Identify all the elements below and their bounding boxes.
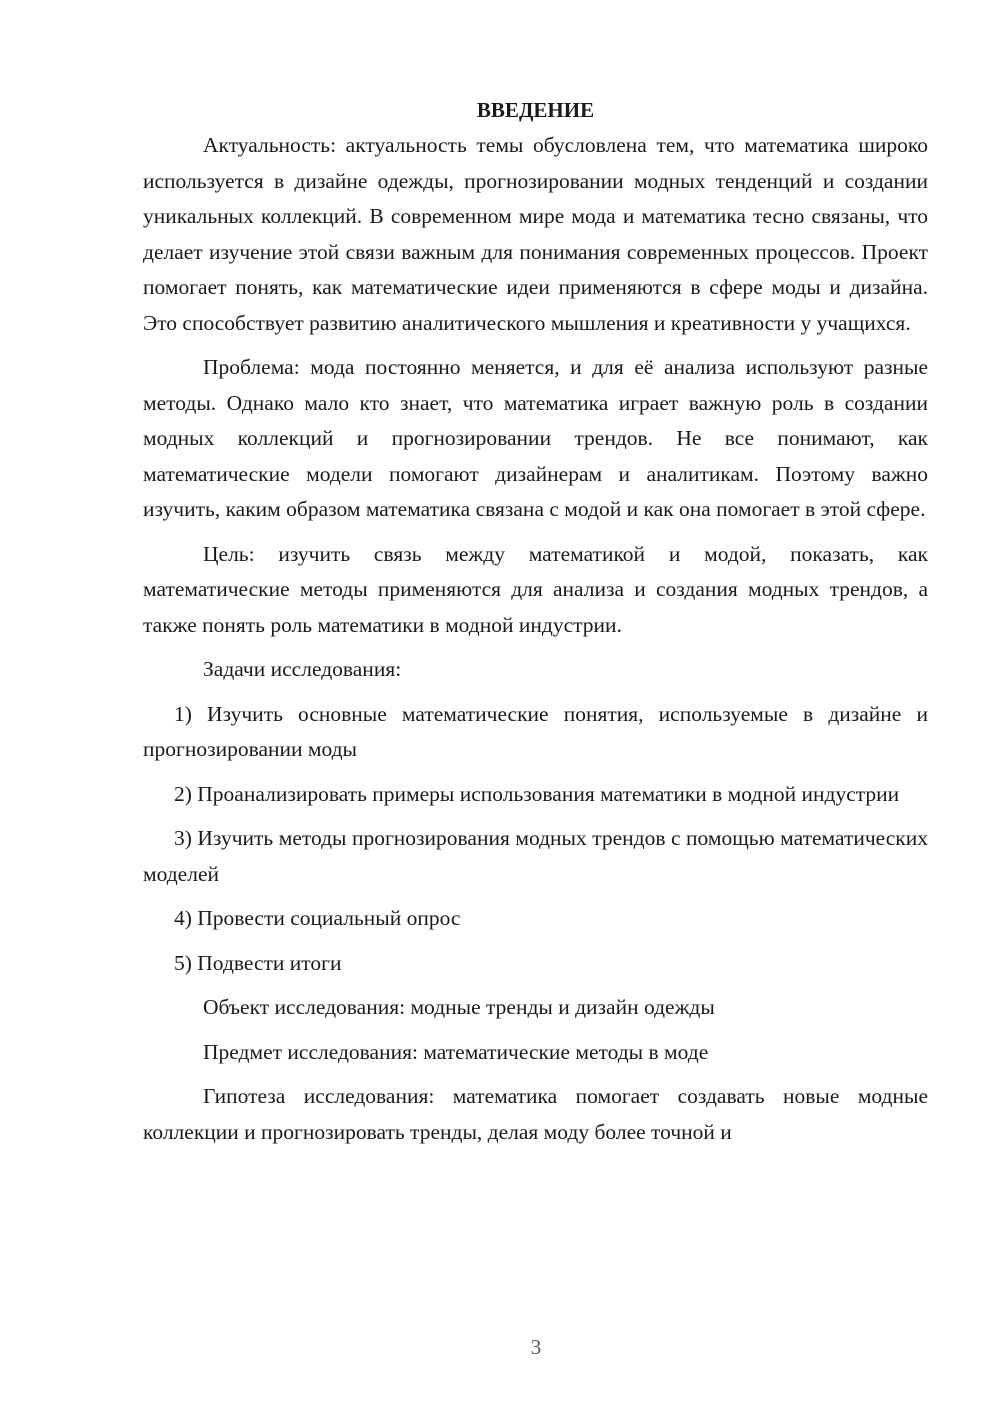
task-item-4: 4) Провести социальный опрос <box>174 906 461 930</box>
task-item-1: 1) Изучить основные математические понятия, используемые в дизайне и прогнозировании моды <box>143 701 928 761</box>
paragraph-problem: Проблема: мода постоянно меняется, и для её анализа используют разные методы. Однако мало кто знает, что математика играет важную роль в создании модных коллекций и прогнозировании трендов. Не все понимают, как математические модели помогают дизайнерам и аналитикам. Поэтому важно изучить, каким образом математика связана с модой и как она помогает в этой сфере. <box>143 355 928 521</box>
task-item-3: 3) Изучить методы прогнозирования модных трендов с помощью математических моделей <box>143 826 928 886</box>
paragraph-relevance: Актуальность: актуальность темы обусловлена тем, что математика широко используется в дизайне одежды, прогнозировании модных тенденций и создании уникальных коллекций. В современном мире мода и математика тесно связаны, что делает изучение этой связи важным для понимания современных процессов. Проект помогает понять, как математические идеи применяются в сфере моды и дизайна. Это способствует развитию аналитического мышления и креативности у учащихся. <box>143 133 928 335</box>
task-item-2: 2) Проанализировать примеры использования математики в модной индустрии <box>174 781 900 806</box>
tasks-heading: Задачи исследования: <box>203 657 402 681</box>
page-number: 3 <box>530 1335 542 1359</box>
paragraph-hypothesis: Гипотеза исследования: математика помогает создавать новые модные коллекции и прогнозировать тренды, делая моду более точной и <box>143 1084 928 1144</box>
section-title: ВВЕДЕНИЕ <box>476 98 595 122</box>
paragraph-subject: Предмет исследования: математические методы в моде <box>203 1039 709 1064</box>
task-item-5: 5) Подвести итоги <box>174 950 342 975</box>
paragraph-object: Объект исследования: модные тренды и дизайн одежды <box>203 995 715 1019</box>
paragraph-goal: Цель: изучить связь между математикой и модой, показать, как математические методы применяются для анализа и создания модных трендов, а также понять роль математики в модной индустрии. <box>143 541 928 637</box>
document-page <box>143 95 928 1150</box>
